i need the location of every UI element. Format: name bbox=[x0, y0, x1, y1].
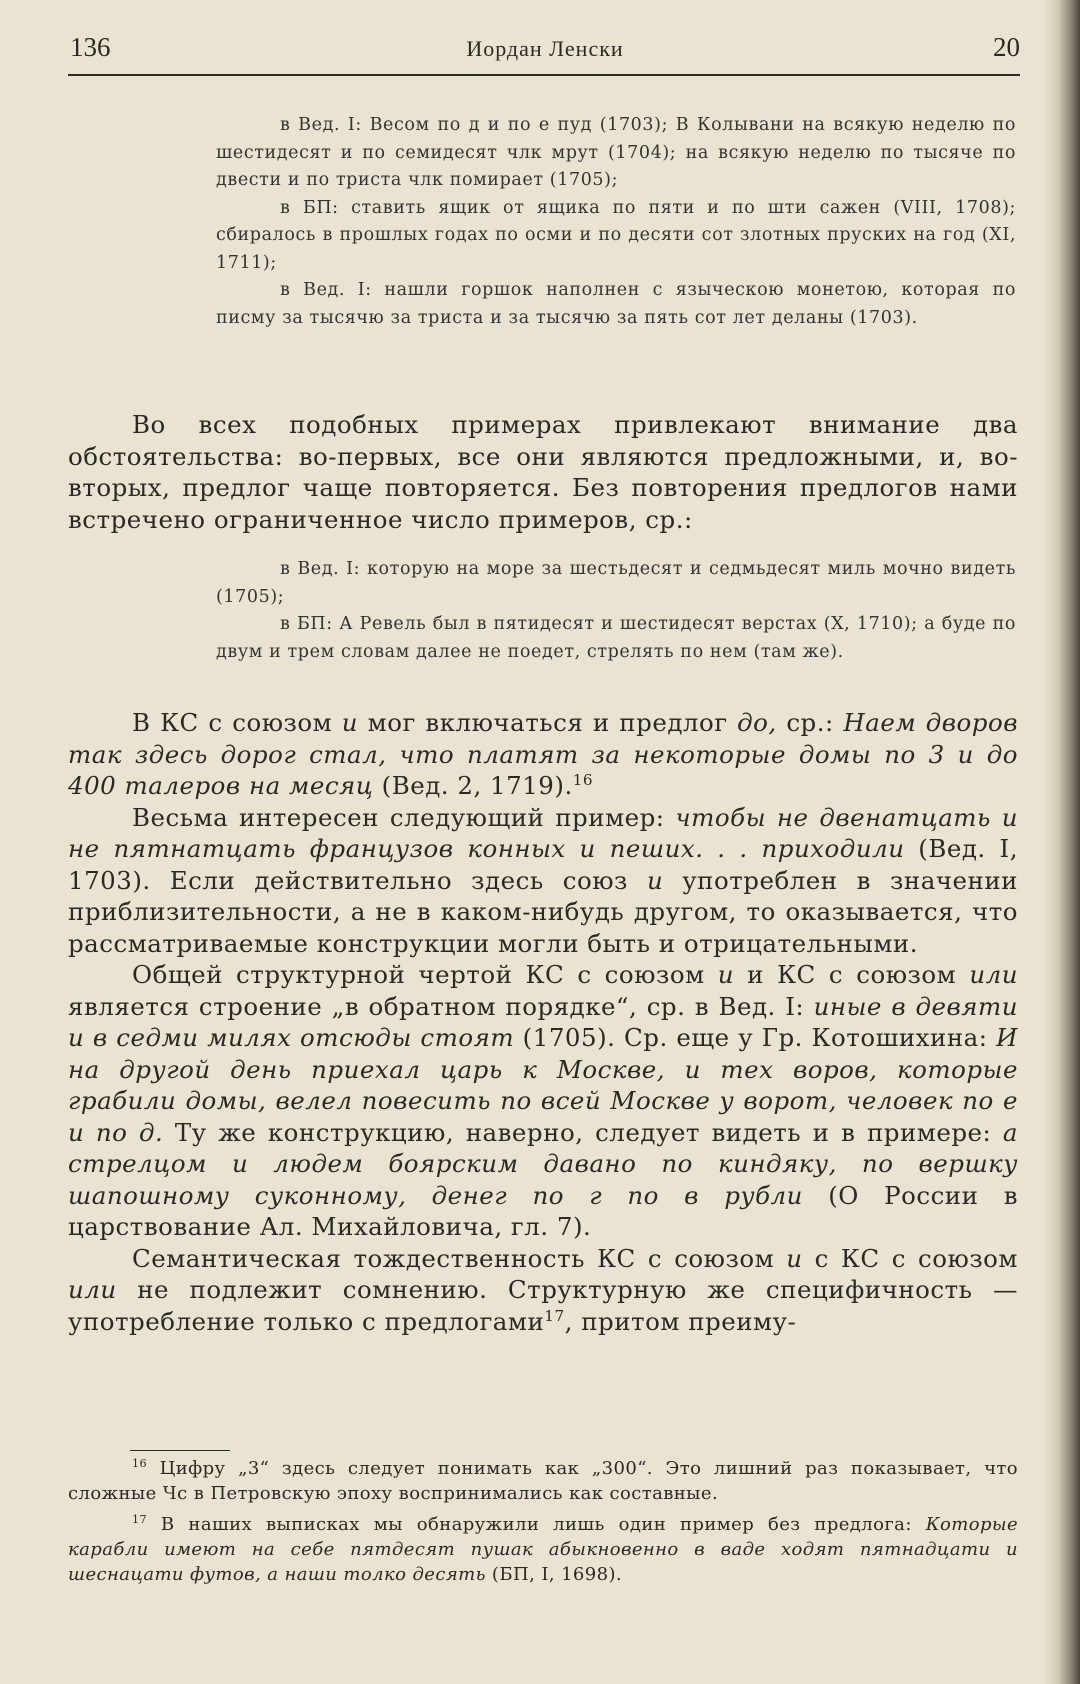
paragraph-3: Весьма интересен следующий пример: чтобы не двенатцать и не пятнатцать французов конных и пеших. . . приходили (Вед. I, 1703). Если действительно здесь союз и употреблен в значении приблизительности, а не в каком-нибудь другом, то оказывается, что рассматриваемые конструкции могли быть и отрицательными. bbox=[68, 802, 1018, 958]
footnotes bbox=[68, 1456, 1018, 1593]
header-rule bbox=[68, 74, 1020, 76]
page-header bbox=[70, 30, 1020, 70]
paragraph-2: В КС с союзом и мог включаться и предлог до, ср.: Наем дворов так здесь дорог стал, что платят за некоторые домы по 3 и до 400 талеров на месяц (Вед. 2, 1719).$^{16}$ bbox=[68, 708, 1018, 800]
paragraph-4: Общей структурной чертой КС с союзом и и КС с союзом или является строение „в обратном порядке“, ср. в Вед. I: иные в девяти и в седми милях отсюды стоят (1705). Ср. еще у Гр. Котошихина: И на другой день приехал царь к Москве, и тех воров, которые грабили домы, велел повесить по всей Москве у ворот, человек по е и по д. Ту же конструкцию, наверно, следует видеть и в примере: а стрелцом и людем боярским давано по киндяку, по вершку шапошному суконному, денег по г по в рубли (О России в царствование Ал. Михайловича, гл. 7). bbox=[68, 960, 1019, 1241]
footnote-separator bbox=[130, 1450, 230, 1451]
quote-paragraph: в Вед. I: которую на море за шестьдесят и седмьдесят миль мочно видеть (1705); bbox=[216, 559, 1016, 607]
main-text bbox=[68, 707, 1018, 1337]
quote-block-1 bbox=[216, 112, 1016, 332]
quote-paragraph: в БП: ставить ящик от ящика по пяти и по шти сажен (VIII, 1708); сбиралось в прошлых годах по осми и по десяти сот злотных пруских на год (XI, 1711); bbox=[216, 197, 1016, 273]
footnote-ref-16: 16 bbox=[572, 770, 594, 789]
quote-paragraph: в Вед. I: нашли горшок наполнен с языческою монетою, которая по писму за тысячю за триста и за тысячю за пять сот лет деланы (1703). bbox=[216, 280, 1016, 328]
page-number: 136 bbox=[70, 32, 111, 62]
paragraph-text: Во всех подобных примерах привлекают внимание два обстоятельства: во-первых, все они являются предложными, и, во-вторых, предлог чаще повторяется. Без повторения предлогов нами встречено ограниченное число примеров, ср.: bbox=[68, 410, 1018, 534]
paragraph-5: Семантическая тождественность КС с союзом и с КС с союзом или не подлежит сомнению. Структурную же специфичность — употребление только с предлогами$^{17}$, притом преиму- bbox=[68, 1243, 1018, 1336]
footnote-16: $^{16}$ Цифру „3“ здесь следует понимать как „300“. Это лишний раз показывает, что сложные Чс в Петровскую эпоху воспринимались как составные. bbox=[68, 1457, 1018, 1504]
footnote-ref-17: 17 bbox=[544, 1306, 565, 1325]
quote-paragraph: в БП: А Ревель был в пятидесят и шестидесят верстах (X, 1710); а буде по двум и трем словам далее не поедет, стрелять по нем (там же). bbox=[216, 614, 1016, 662]
running-title: Иордан Ленски bbox=[466, 36, 624, 61]
paragraph-1 bbox=[68, 409, 1018, 535]
quote-block-2 bbox=[216, 556, 1016, 666]
footnote-17: $^{17}$ В наших выписках мы обнаружили лишь один пример без предлога: Которые карабли имеют на себе пятдесят пушак абыкновенно в ваде ходят пятнадцати и шеснацати футов, а наши толко десять (БП, I, 1698). bbox=[68, 1513, 1018, 1585]
section-number: 20 bbox=[993, 32, 1020, 62]
quote-paragraph: в Вед. I: Весом по д и по е пуд (1703); В Колывани на всякую неделю по шестидесят и по семидесят члк мрут (1704); на всякую неделю по тысяче по двести и по триста члк помирает (1705); bbox=[216, 115, 1016, 190]
book-spine-shadow bbox=[1044, 0, 1080, 1684]
